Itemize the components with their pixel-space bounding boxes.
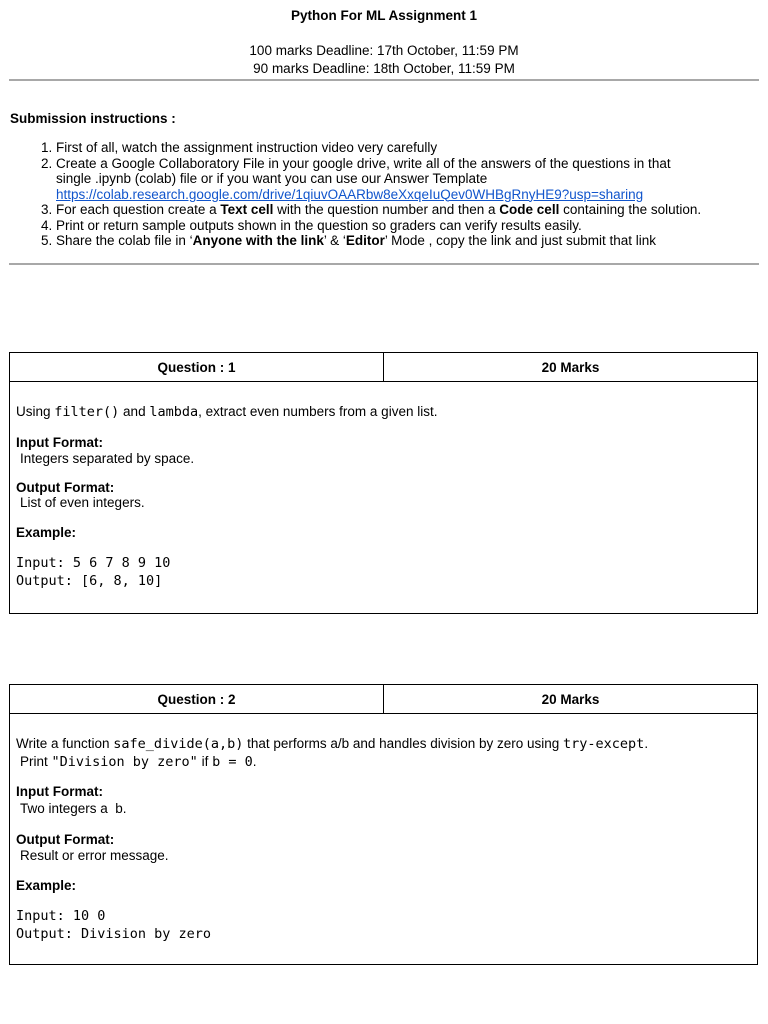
answer-template-link[interactable]: https://colab.research.google.com/drive/1qiuvOAARbw8eXxqeIuQev0WHBgRnyHE9?usp=sharing	[56, 186, 644, 202]
divider-bottom	[9, 263, 759, 265]
question-2-input-label: Input Format:	[16, 784, 103, 799]
submission-instructions-heading: Submission instructions :	[10, 111, 176, 126]
question-2-input-text: Two integers a b.	[20, 801, 127, 816]
deadline-100-marks: 100 marks Deadline: 17th October, 11:59 PM	[249, 43, 519, 58]
question-1-input-text: Integers separated by space.	[20, 451, 195, 466]
instruction-list	[0, 140, 746, 249]
question-2-example-input: Input: 10 0	[16, 908, 106, 924]
question-1-output-text: List of even integers.	[20, 495, 145, 510]
instruction-step-5: 5. Share the colab file in ‘Anyone with the link’ & ‘Editor’ Mode , copy the link and just submit that link	[56, 233, 746, 249]
question-2-header	[10, 685, 757, 714]
question-2-description: Write a function safe_divide(a,b) that performs a/b and handles division by zero using try-except.	[16, 736, 649, 752]
instruction-step-2: 2. Create a Google Collaboratory File in your google drive, write all of the answers of the questions in that single .ipynb (colab) file or if you want you can use our Answer Template https://colab.research.google.com/drive/1qiuvOAARbw8eXxqeIuQev0WHBgRnyHE9?usp=sharing	[56, 156, 746, 203]
deadline-90-marks: 90 marks Deadline: 18th October, 11:59 PM	[253, 61, 515, 76]
question-1-input-label: Input Format:	[16, 435, 103, 450]
question-2-box	[9, 684, 758, 965]
question-1-marks: 20 Marks	[541, 359, 600, 375]
instruction-step-1: 1. First of all, watch the assignment instruction video very carefully	[56, 140, 746, 156]
question-1-header	[10, 353, 757, 382]
question-1-example-label: Example:	[16, 525, 77, 540]
instruction-step-4: 4. Print or return sample outputs shown in the question so graders can verify results easily.	[56, 218, 746, 234]
question-2-output-text: Result or error message.	[20, 848, 169, 863]
question-1-label: Question : 1	[10, 353, 384, 381]
question-1-output-label: Output Format:	[16, 480, 115, 495]
divider-top	[9, 79, 759, 81]
instruction-step-3: 3. For each question create a Text cell with the question number and then a Code cell containing the solution.	[56, 202, 746, 218]
question-1-example-output: Output: [6, 8, 10]	[16, 573, 163, 589]
document-title: Python For ML Assignment 1	[290, 8, 477, 23]
question-1-box	[9, 352, 758, 614]
question-2-example-label: Example:	[16, 878, 77, 893]
question-2-label: Question : 2	[10, 685, 384, 713]
question-2-description-line-2: Print "Division by zero" if b = 0.	[20, 754, 257, 770]
question-2-output-label: Output Format:	[16, 832, 115, 847]
question-2-marks: 20 Marks	[541, 691, 600, 707]
question-1-example-input: Input: 5 6 7 8 9 10	[16, 555, 171, 571]
question-1-description: Using filter() and lambda, extract even numbers from a given list.	[16, 404, 438, 420]
question-2-example-output: Output: Division by zero	[16, 926, 212, 942]
